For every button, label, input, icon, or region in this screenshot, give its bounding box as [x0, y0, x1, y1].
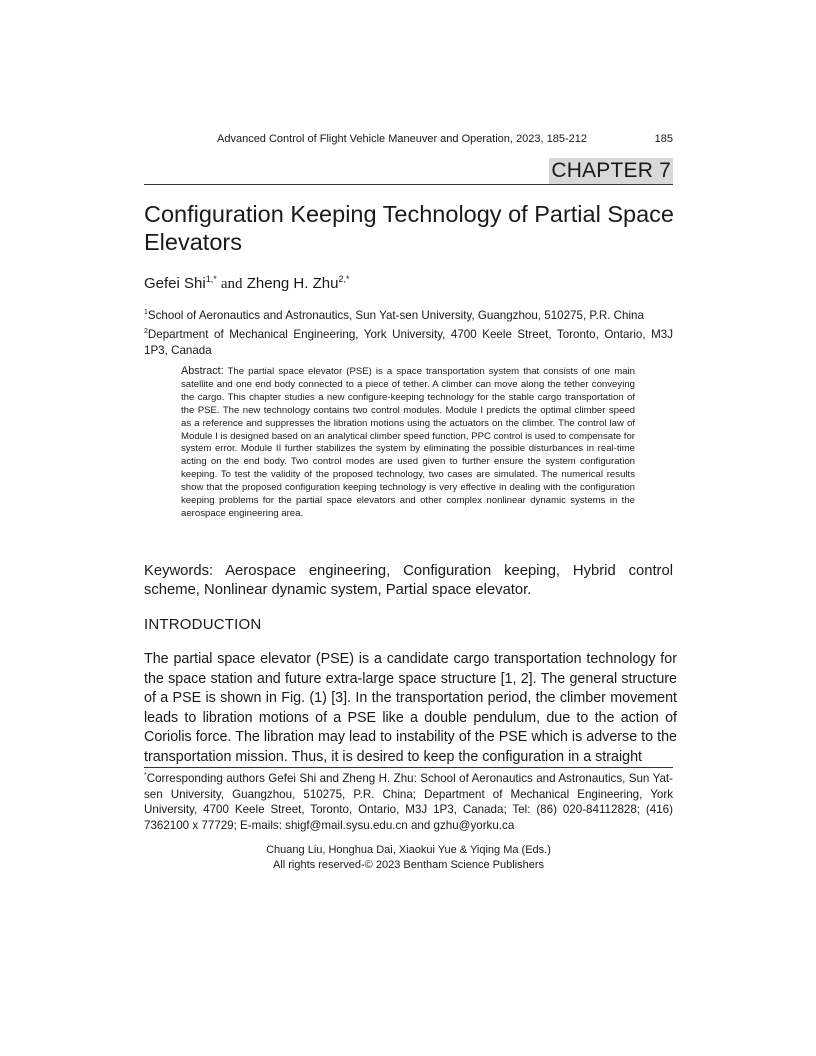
affiliation-text: School of Aeronautics and Astronautics, Sun Yat-sen University, Guangzhou, 510275, P.R. China [147, 309, 644, 322]
editors-line: Chuang Liu, Honghua Dai, Xiaokui Yue & Yiqing Ma (Eds.) [266, 844, 551, 856]
affiliation [144, 324, 673, 359]
author-conjunction: and [220, 276, 243, 292]
keywords-label: Keywords: [144, 563, 214, 579]
affiliation-text: Department of Mechanical Engineering, York University, 4700 Keele Street, Toronto, Ontario, M3J 1P3, Canada [144, 328, 673, 357]
abstract-label: Abstract: [181, 365, 224, 377]
journal-citation: Advanced Control of Flight Vehicle Maneuver and Operation, 2023, 185-212 [217, 133, 587, 145]
section-heading: INTRODUCTION [144, 616, 262, 633]
body-paragraph: The partial space elevator (PSE) is a candidate cargo transportation technology for the space station and future extra-large space structure [1, 2]. The general structure of a PSE is shown in Fig. (1) [3]. In the transportation period, the climber movement leads to libration motions of a PSE like a double pendulum, due to the action of Coriolis force. The libration may lead to instability of the PSE which is adverse to the transportation mission. Thus, it is desired to keep the configuration in a straight [144, 651, 677, 765]
copyright-line: All rights reserved-© 2023 Bentham Science Publishers [272, 858, 544, 871]
author-name: Zheng H. Zhu [246, 275, 339, 292]
page-number: 185 [654, 133, 673, 145]
author-affiliation-mark: 2,* [338, 274, 350, 284]
keywords-text: Aerospace engineering, Configuration keeping, Hybrid control scheme, Nonlinear dynamic system, Partial space elevator. [144, 563, 674, 598]
footnote [144, 768, 673, 833]
affiliations [144, 305, 673, 359]
author-list [144, 270, 349, 293]
paper-title: Configuration Keeping Technology of Partial Space Elevators [144, 201, 674, 255]
footnote-mark: * [144, 772, 147, 779]
affiliation-mark: 2 [144, 328, 148, 335]
keywords [144, 562, 673, 600]
abstract [181, 365, 635, 521]
author-affiliation-mark: 1,* [205, 274, 217, 284]
affiliation-mark: 1 [144, 309, 148, 316]
footnote-text: Corresponding authors Gefei Shi and Zheng H. Zhu: School of Aeronautics and Astronautics, Sun Yat-sen University, Guangzhou, 510275, P.R. China; Department of Mechanical Engineering, York University, 4700 Keele Street, Toronto, Ontario, M3J 1P3, Canada; Tel: (86) 020-84112828; (416) 7362100 x 77729; E-mails: shigf@mail.sysu.edu.cn and gzhu@yorku.ca [144, 772, 673, 832]
editors-credit [144, 843, 673, 872]
affiliation [144, 305, 673, 324]
abstract-text: The partial space elevator (PSE) is a space transportation system that consists of one main satellite and one end body connected to a piece of tether. A climber can move along the tether conveying the cargo. This chapter studies a new configure-keeping technology for the stable cargo transportation of the PSE. The new technology contains two control modules. Module I predicts the optimal climber speed as a reference and suppresses the libration motions using the actuators on the climber. The control law of Module I is designed based on an analytical climber speed function, PPC control is used to compensate for system error. Module II further stabilizes the system by eliminating the possible disturbances in real-time acting on the end body. Two control modes are used given to further ensure the system configuration keeping. To test the validity of the proposed technology, two cases are simulated. The numerical results show that the proposed configuration keeping technology is very effective in dealing with the configuration keeping problems for the partial space elevators and other complex nonlinear dynamic systems in the aerospace engineering area. [181, 366, 636, 519]
chapter-label: CHAPTER 7 [551, 159, 671, 182]
chapter-divider [144, 184, 673, 185]
author-name: Gefei Shi [144, 275, 206, 292]
